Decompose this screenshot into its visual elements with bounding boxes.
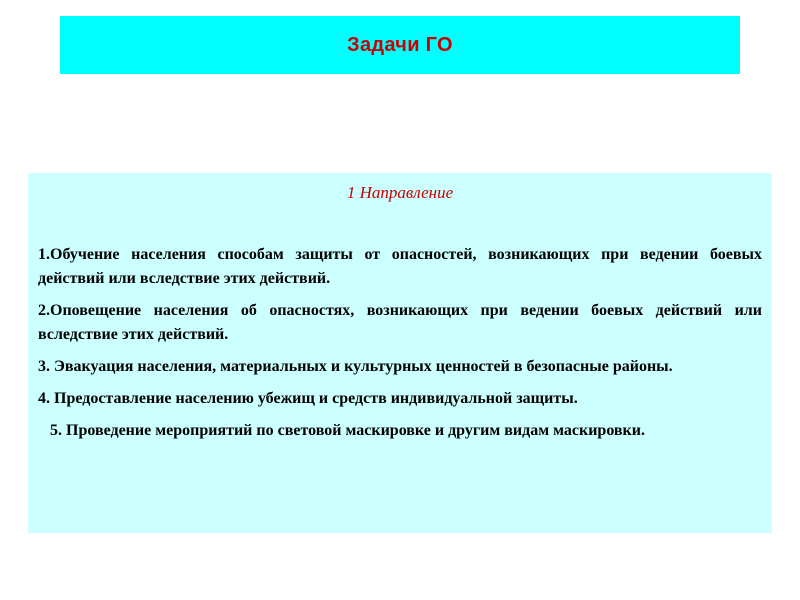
slide-title: Задачи ГО — [347, 33, 453, 56]
task-item-1: 1.Обучение населения способам защиты от опасностей, возникающих при ведении боевых действий или вследствие этих действий. — [38, 246, 762, 287]
task-item-5: 5. Проведение мероприятий по световой маскировке и другим видам маскировки. — [50, 422, 645, 439]
task-item-3: 3. Эвакуация населения, материальных и культурных ценностей в безопасные районы. — [38, 358, 673, 375]
title-banner — [60, 16, 740, 74]
section-heading: 1 Направление — [346, 183, 454, 202]
task-item-4: 4. Предоставление населению убежищ и средств индивидуальной защиты. — [38, 390, 578, 407]
task-item-2: 2.Оповещение населения об опасностях, возникающих при ведении боевых действий или вследствие этих действий. — [38, 302, 762, 343]
task-list — [38, 243, 762, 443]
content-panel — [28, 173, 772, 533]
